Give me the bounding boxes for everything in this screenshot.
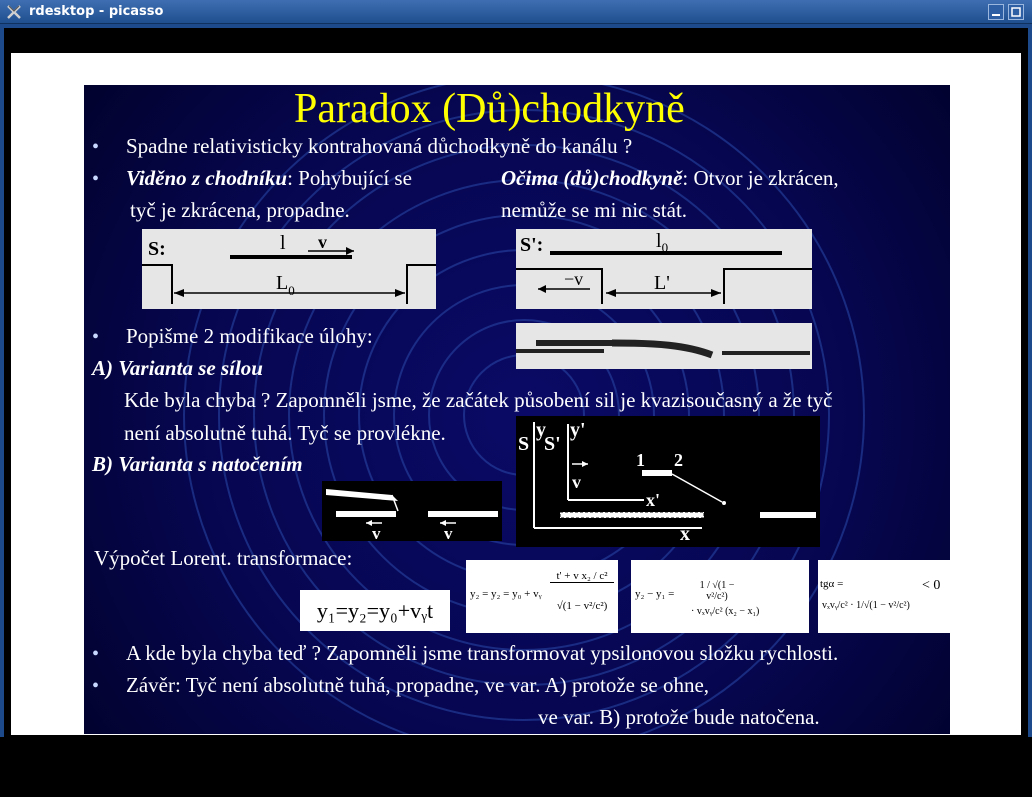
eq3-lhs: y₂ − y₁ = (635, 588, 675, 600)
bullet: • (92, 168, 100, 190)
fig4-v-label: v (572, 472, 581, 492)
fig2-rod-label: $l_0$ (656, 230, 669, 255)
window-title: rdesktop - picasso (29, 4, 164, 19)
minimize-button[interactable] (988, 4, 1004, 20)
fig4-point2-label: 2 (674, 450, 683, 470)
figure-rotated-frames (516, 416, 820, 547)
fig4-s-label: S (518, 433, 530, 455)
app-icon (6, 4, 22, 20)
fig4-y-prime-label: y' (570, 419, 586, 441)
text-chyba: A kde byla chyba teď ? Zapomněli jsme transformovat ypsilonovou složku rychlosti. (126, 641, 839, 665)
figure-bending-rod (516, 323, 812, 369)
eq4-lhs: tgα = (820, 578, 844, 590)
fig3-v1-label: v (372, 524, 381, 541)
equation-tangent (818, 560, 950, 633)
figure-slanted-rod (322, 481, 502, 541)
fig1-velocity-label: v (318, 232, 327, 252)
fig1-gap-label: $L_0$ (276, 272, 295, 298)
variant-a-text2: není absolutně tuhá. Tyč se provlékne. (124, 421, 446, 445)
eq2-numerator: t' + v x₂ / c² (550, 570, 614, 583)
right-head-rest: : Otvor je zkrácen, (682, 166, 839, 190)
bullet: • (92, 136, 100, 158)
eq2-lhs: y₂ = y₂ = y₀ + vᵧ (470, 588, 542, 600)
eq4-mid: vₓvᵧ/c² · 1/√(1 − v²/c²) (822, 600, 910, 611)
variant-b-heading: B) Varianta s natočením (92, 452, 303, 476)
equation-delta-y (631, 560, 809, 633)
eq3-fraction: 1 / √(1 − v²/c²) (699, 580, 735, 602)
fig2-gap-label: L' (654, 272, 670, 294)
left-head-rest: : Pohybující se (287, 166, 412, 190)
minimize-icon (989, 5, 1003, 19)
text-left-line2: tyč je zkrácena, propadne. (130, 198, 350, 222)
eq2-denominator: √(1 − v²/c²) (556, 600, 608, 612)
figure-rest-frame (142, 229, 436, 309)
desktop-bottom-area (0, 737, 1032, 797)
text-right-line2: nemůže se mi nic stát. (501, 198, 688, 222)
fig1-frame-label: S: (148, 238, 166, 260)
variant-a-heading: A) Varianta se sílou (92, 356, 263, 380)
maximize-button[interactable] (1008, 4, 1024, 20)
fig4-point1-label: 1 (636, 450, 645, 470)
bullet: • (92, 643, 100, 665)
left-head-bold: Viděno z chodníku (126, 166, 288, 190)
equation-y-equal: y₁=y₂=y₀+vᵧt (300, 590, 450, 631)
eq3-rhs: · vₓvᵧ/c² (x₂ − x₁) (691, 606, 760, 617)
fig3-v2-label: v (444, 524, 453, 541)
bullet: • (92, 675, 100, 697)
equation-lorentz-y (466, 560, 618, 633)
text-line-spadne: Spadne relativisticky kontrahovaná důchodkyně do kanálu ? (126, 134, 633, 158)
text-modifikace: Popišme 2 modifikace úlohy: (126, 324, 373, 348)
text-left-head (126, 166, 412, 190)
fig1-rod-label: l (280, 232, 286, 254)
presentation-slide (84, 85, 950, 734)
right-head-bold: Očima (dů)chodkyně (501, 166, 683, 190)
fig4-s-prime-label: S' (544, 433, 561, 455)
fig2-frame-label: S': (520, 234, 544, 256)
text-zaver: Závěr: Tyč není absolutně tuhá, propadne, ve var. A) protože se ohne, (126, 673, 710, 697)
variant-a-text1: Kde byla chyba ? Zapomněli jsme, že začátek působení sil je kvazisoučasný a že tyč (124, 388, 833, 412)
slide-title: Paradox (Dů)chodkyně (294, 86, 685, 132)
fig2-velocity-label: −v (564, 269, 584, 289)
bullet: • (92, 326, 100, 348)
text-zaver2: ve var. B) protože bude natočena. (538, 705, 820, 729)
figure-moving-frame (516, 229, 812, 309)
text-lorentz: Výpočet Lorent. transformace: (94, 546, 353, 570)
fig4-x-label: x (680, 523, 690, 545)
fig4-x-prime-label: x' (646, 490, 661, 510)
text-right-head (501, 166, 839, 190)
window-titlebar[interactable] (0, 0, 1032, 24)
eq4-rhs: < 0 (922, 578, 941, 593)
maximize-icon (1009, 5, 1023, 19)
fig4-y-label: y (536, 419, 546, 441)
